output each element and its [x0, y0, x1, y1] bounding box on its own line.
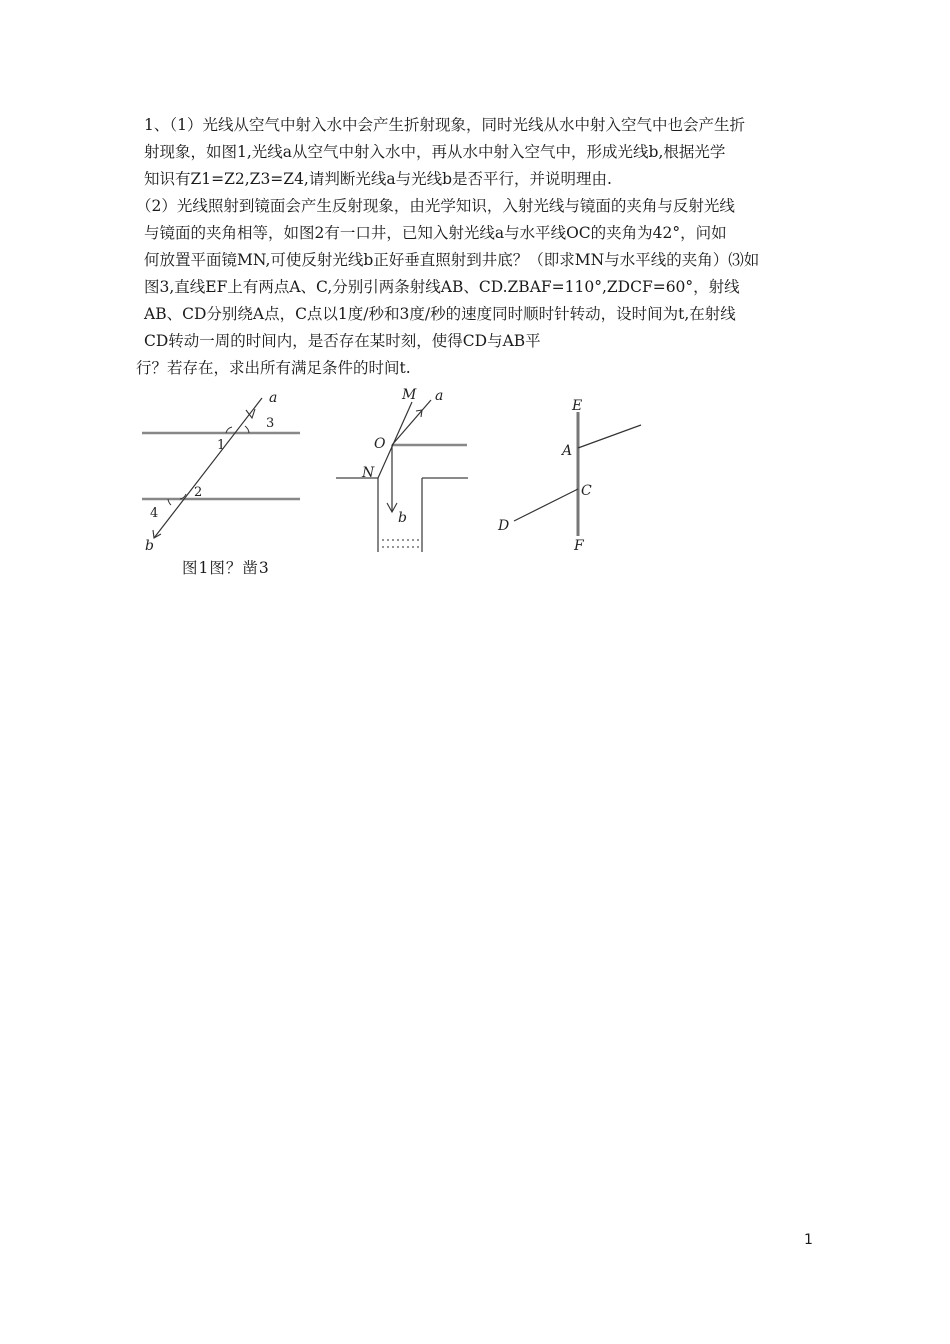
label-O: O: [374, 436, 386, 452]
label-E: E: [572, 398, 583, 414]
label-N: N: [362, 465, 375, 481]
problem-line: （2）光线照射到镜面会产生反射现象，由光学知识，入射光线与镜面的夹角与反射光线: [136, 197, 735, 215]
incident-ray-a: [392, 400, 431, 445]
page-number: 1: [804, 1232, 813, 1248]
label-b: b: [398, 510, 407, 526]
ray-AB: [578, 425, 641, 448]
problem-text: [136, 112, 824, 382]
label-D: D: [498, 518, 510, 534]
figure-3: [494, 390, 644, 556]
problem-line: CD转动一周的时间内，是否存在某时刻，使得CD与AB平: [144, 332, 541, 350]
angle-label-1: 1: [217, 438, 226, 453]
problem-line: 知识有Z1=Z2,Z3=Z4,请判断光线a与光线b是否平行，并说明理由.: [144, 170, 612, 188]
ray-CD: [514, 489, 578, 521]
angle-label-4: 4: [150, 506, 159, 521]
light-ray: [154, 398, 262, 538]
label-C: C: [581, 483, 592, 499]
label-a: a: [269, 390, 278, 406]
problem-line: AB、CD分别绕A点，C点以1度/秒和3度/秒的速度同时顺时针转动，设时间为t,在射线: [144, 305, 736, 323]
label-b: b: [145, 538, 154, 554]
problem-line: 行？若存在，求出所有满足条件的时间t.: [136, 359, 411, 377]
label-a: a: [435, 388, 444, 404]
problem-line: 1、（1）光线从空气中射入水中会产生折射现象，同时光线从水中射入空气中也会产生折: [144, 116, 745, 134]
angle-label-3: 3: [266, 416, 275, 431]
figure-1: [140, 386, 305, 556]
label-M: M: [402, 387, 417, 403]
label-F: F: [574, 538, 584, 554]
problem-line: 何放置平面镜MN,可使反射光线b正好垂直照射到井底？（即求MN与水平线的夹角）⑶如: [144, 251, 760, 269]
problem-line: 与镜面的夹角相等，如图2有一口井，已知入射光线a与水平线OC的夹角为42°，问如: [144, 224, 727, 242]
figure-caption: 图1图？凿3: [182, 559, 270, 577]
angle-label-2: 2: [194, 485, 203, 500]
figure-2: [334, 386, 474, 556]
problem-line: 射现象，如图1,光线a从空气中射入水中，再从水中射入空气中，形成光线b,根据光学: [144, 143, 726, 161]
problem-line: 图3,直线EF上有两点A、C,分别引两条射线AB、CD.ZBAF=110°,ZDCF=60°，射线: [144, 278, 740, 296]
label-A: A: [562, 443, 573, 459]
